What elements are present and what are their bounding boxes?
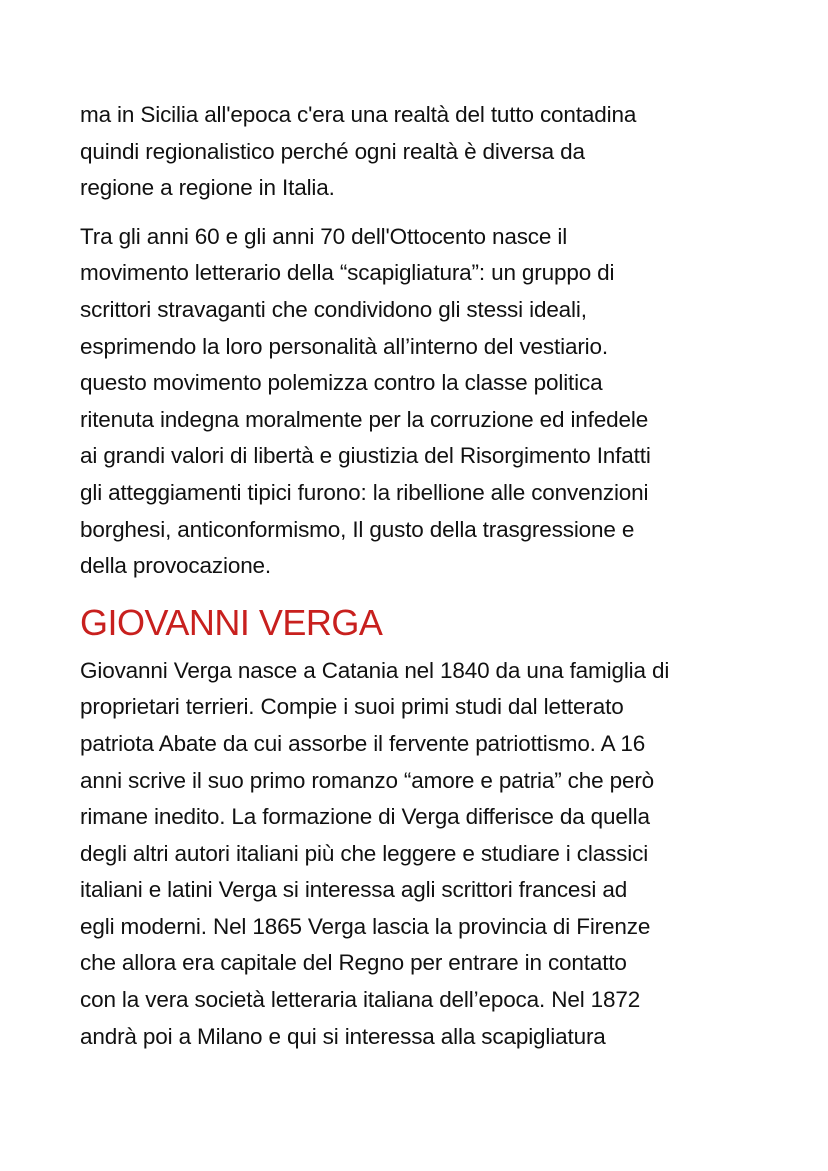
- text-line: regione a regione in Italia.: [80, 175, 335, 201]
- text-line: Giovanni Verga nasce a Catania nel 1840 da una famiglia di: [80, 657, 670, 683]
- text-line: questo movimento polemizza contro la classe politica: [80, 370, 603, 396]
- text-line: proprietari terrieri. Compie i suoi primi studi dal letterato: [80, 694, 624, 720]
- text-line: ritenuta indegna moralmente per la corruzione ed infedele: [80, 406, 649, 432]
- text-line: egli moderni. Nel 1865 Verga lascia la provincia di Firenze: [80, 913, 651, 939]
- text-line: andrà poi a Milano e qui si interessa alla scapigliatura: [80, 1023, 606, 1049]
- text-line: patriota Abate da cui assorbe il fervente patriottismo. A 16: [80, 730, 646, 756]
- paragraph-sicilia: [80, 97, 755, 207]
- text-line: movimento letterario della “scapigliatura”: un gruppo di: [80, 260, 615, 286]
- text-line: borghesi, anticonformismo, Il gusto della trasgressione e: [80, 516, 635, 542]
- text-line: gli atteggiamenti tipici furono: la ribellione alle convenzioni: [80, 479, 649, 505]
- text-line: della provocazione.: [80, 553, 272, 579]
- text-line: ma in Sicilia all'epoca c'era una realtà del tutto contadina: [80, 102, 637, 127]
- text-line: scrittori stravaganti che condividono gli stessi ideali,: [80, 296, 587, 322]
- text-line: Tra gli anni 60 e gli anni 70 dell'Ottocento nasce il: [80, 223, 568, 249]
- text-line: rimane inedito. La formazione di Verga differisce da quella: [80, 804, 650, 830]
- text-line: italiani e latini Verga si interessa agli scrittori francesi ad: [80, 877, 628, 903]
- text-line: quindi regionalistico perché ogni realtà è diversa da: [80, 138, 585, 164]
- text-line: esprimendo la loro personalità all’interno del vestiario.: [80, 333, 608, 359]
- text-line: con la vera società letteraria italiana dell’epoca. Nel 1872: [80, 987, 641, 1013]
- document-body: [80, 97, 755, 1055]
- text-line: degli altri autori italiani più che leggere e studiare i classici: [80, 840, 649, 866]
- text-line: che allora era capitale del Regno per entrare in contatto: [80, 950, 627, 976]
- text-line: ai grandi valori di libertà e giustizia del Risorgimento Infatti: [80, 443, 651, 469]
- paragraph-verga: [80, 653, 755, 1056]
- text-line: anni scrive il suo primo romanzo “amore e patria” che però: [80, 767, 655, 793]
- paragraph-scapigliatura: [80, 219, 755, 585]
- section-heading: GIOVANNI VERGA: [80, 601, 383, 643]
